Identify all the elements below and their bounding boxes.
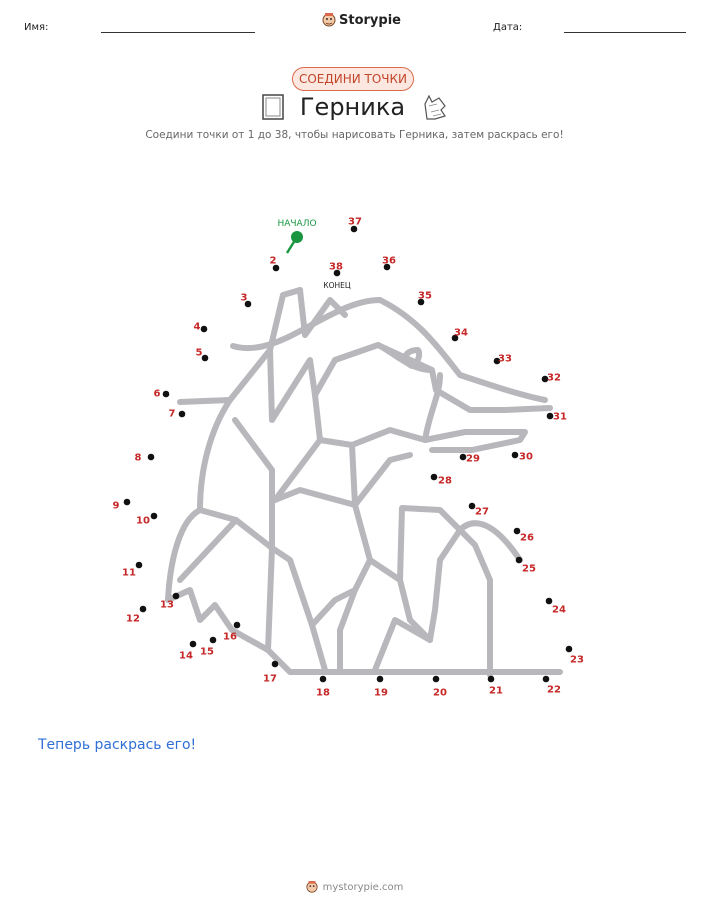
dot-15	[210, 637, 217, 644]
dot-label-12: 12	[126, 613, 140, 625]
dot-4	[201, 326, 208, 333]
dot-6	[163, 391, 170, 398]
dot-label-31: 31	[553, 411, 567, 423]
dot-label-13: 13	[160, 599, 174, 611]
dot-label-29: 29	[466, 453, 480, 465]
dot-7	[179, 411, 186, 418]
dot-label-11: 11	[122, 567, 136, 579]
dot-label-6: 6	[153, 388, 161, 400]
dot-label-17: 17	[263, 673, 277, 685]
dot-23	[566, 646, 573, 653]
dot-label-33: 33	[498, 353, 512, 365]
dot-16	[234, 622, 241, 629]
dot-label-20: 20	[433, 687, 447, 699]
dot-21	[488, 676, 495, 683]
dot-label-25: 25	[522, 563, 536, 575]
end-label: КОНЕЦ	[323, 281, 351, 290]
coloring-prompt: Теперь раскрась его!	[38, 737, 197, 753]
dot-label-21: 21	[489, 685, 503, 697]
dot-label-38: 38	[329, 261, 343, 273]
dot-label-5: 5	[195, 347, 203, 359]
dot-label-28: 28	[438, 475, 452, 487]
brand-name: Storypie	[339, 12, 401, 28]
dot-18	[320, 676, 327, 683]
dot-label-2: 2	[269, 255, 277, 267]
dot-label-34: 34	[454, 327, 468, 339]
dot-5	[202, 355, 209, 362]
instructions-subtitle: Соедини точки от 1 до 38, чтобы нарисовать Герника, затем раскрась его!	[145, 129, 564, 141]
dot-10	[151, 513, 158, 520]
name-label: Имя:	[24, 22, 49, 33]
dot-label-30: 30	[519, 451, 533, 463]
dot-24	[546, 598, 553, 605]
dot-28	[431, 474, 438, 481]
dot-label-23: 23	[570, 654, 584, 666]
footer-site[interactable]: mystorypie.com	[322, 881, 404, 893]
page-title: Герника	[299, 93, 406, 121]
dot-19	[377, 676, 384, 683]
dot-20	[433, 676, 440, 683]
dot-25	[516, 557, 523, 564]
dot-label-14: 14	[179, 650, 193, 662]
dot-11	[136, 562, 143, 569]
dot-label-32: 32	[547, 372, 561, 384]
start-marker	[277, 219, 316, 253]
dot-label-37: 37	[348, 216, 362, 228]
dot-label-15: 15	[200, 646, 214, 658]
start-label: НАЧАЛО	[277, 219, 317, 229]
dot-22	[543, 676, 550, 683]
dot-13	[173, 593, 180, 600]
dot-label-10: 10	[136, 515, 150, 527]
wolf-outline-art	[168, 290, 560, 675]
dot-label-16: 16	[223, 631, 237, 643]
dot-label-35: 35	[418, 290, 432, 302]
dot-label-7: 7	[168, 408, 176, 420]
activity-badge: СОЕДИНИ ТОЧКИ	[292, 67, 414, 91]
dot-label-19: 19	[374, 687, 388, 699]
date-label: Дата:	[493, 22, 523, 33]
dot-label-26: 26	[520, 532, 534, 544]
dot-label-8: 8	[134, 452, 142, 464]
dot-30	[512, 452, 519, 459]
dot-14	[190, 641, 197, 648]
dot-label-27: 27	[475, 506, 489, 518]
dot-label-24: 24	[552, 604, 566, 616]
dot-8	[148, 454, 155, 461]
dot-label-9: 9	[112, 500, 120, 512]
dot-9	[124, 499, 131, 506]
footer	[0, 880, 709, 894]
dot-label-4: 4	[193, 321, 201, 333]
dot-12	[140, 606, 147, 613]
dot-17	[272, 661, 279, 668]
dot-label-18: 18	[316, 687, 330, 699]
dot-label-22: 22	[547, 684, 561, 696]
dot-label-3: 3	[240, 292, 248, 304]
storypie-footer-icon	[306, 880, 318, 894]
dot-label-36: 36	[382, 255, 396, 267]
